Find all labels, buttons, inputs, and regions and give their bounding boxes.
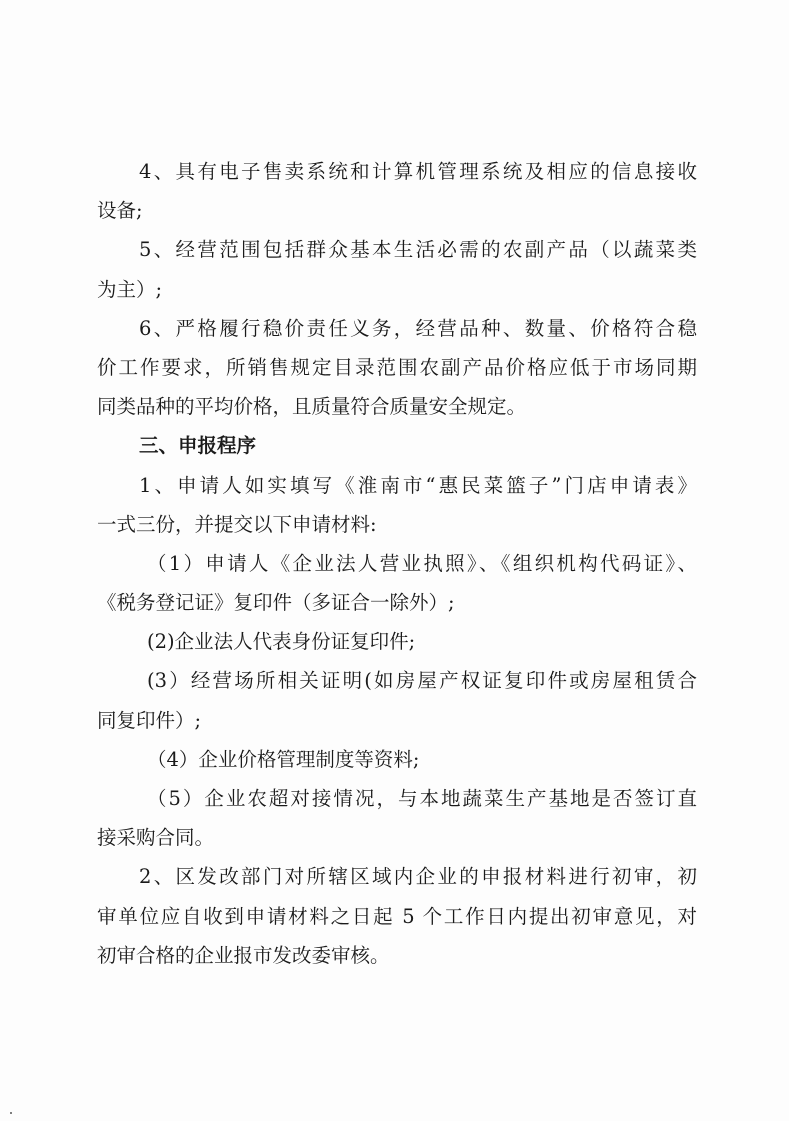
material-4-line: （4）企业价格管理制度等资料; [147, 747, 420, 771]
procedure-1-line-1: 1、申请人如实填写《淮南市“惠民菜篮子”门店申请表》 [139, 473, 697, 497]
requirement-6-line-3: 同类品种的平均价格，且质量符合质量安全规定。 [97, 395, 527, 419]
procedure-2-line-2: 审单位应自收到申请材料之日起 5 个工作日内提出初审意见，对 [97, 904, 697, 928]
material-5-line-2: 接采购合同。 [97, 826, 215, 850]
document-body [97, 152, 697, 975]
requirement-6-line-1: 6、严格履行稳价责任义务，经营品种、数量、价格符合稳 [139, 316, 697, 340]
scan-speck [10, 1112, 12, 1114]
requirement-6-line-2: 价工作要求，所销售规定目录范围农副产品价格应低于市场同期 [97, 355, 697, 379]
material-3-line-1: (3）经营场所相关证明(如房屋产权证复印件或房屋租赁合 [147, 669, 697, 693]
material-2-line: (2)企业法人代表身份证复印件; [147, 630, 416, 654]
requirement-5-line-1: 5、经营范围包括群众基本生活必需的农副产品（以蔬菜类 [139, 238, 697, 262]
procedure-2-line-3: 初审合格的企业报市发改委审核。 [97, 943, 390, 967]
requirement-4-line-2: 设备; [97, 199, 143, 223]
requirement-4-line-1: 4、具有电子售卖系统和计算机管理系统及相应的信息接收 [139, 160, 697, 183]
section-heading: 三、申报程序 [139, 434, 257, 458]
procedure-2-line-1: 2、区发改部门对所辖区域内企业的申报材料进行初审，初 [139, 865, 697, 889]
material-5-line-1: （5）企业农超对接情况，与本地蔬菜生产基地是否签订直 [147, 787, 697, 810]
procedure-1-line-2: 一式三份，并提交以下申请材料: [97, 512, 377, 536]
material-1-line-2: 《税务登记证》复印件（多证合一除外）; [97, 591, 455, 615]
material-3-line-2: 同复印件）; [97, 708, 202, 732]
requirement-5-line-2: 为主）; [97, 277, 163, 301]
material-1-line-1: （1）申请人《企业法人营业执照》、《组织机构代码证》、 [147, 551, 697, 575]
